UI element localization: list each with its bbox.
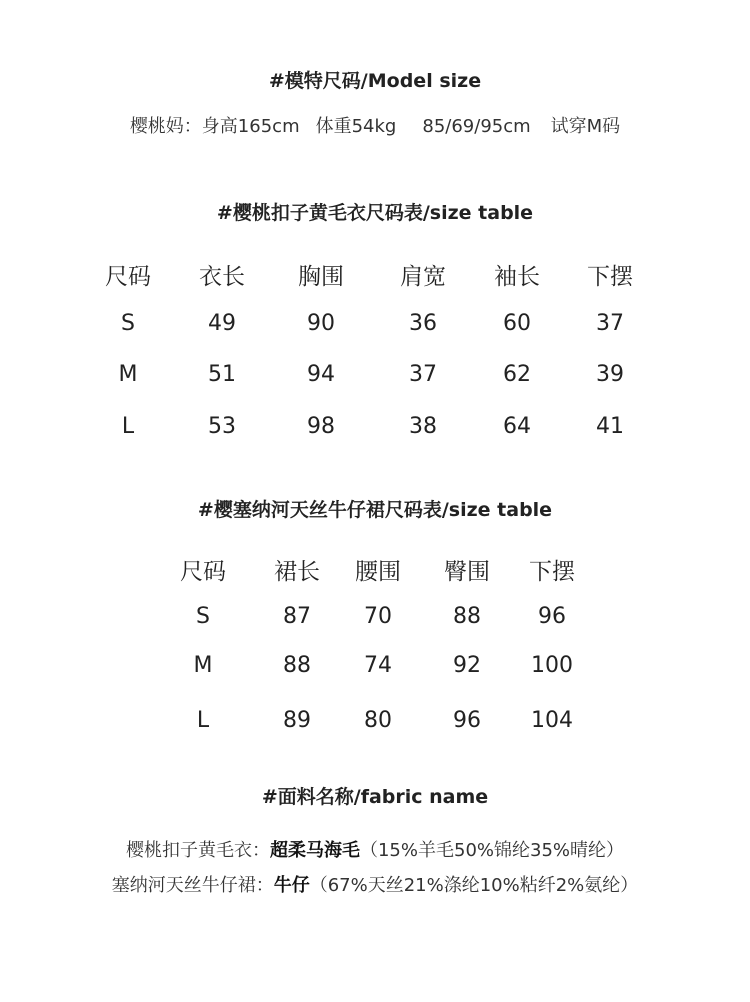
sweater-table-header-cell: 衣长 (199, 264, 245, 290)
model-weight: 体重54kg (315, 116, 397, 137)
model-size-heading: #模特尺码/Model size (268, 70, 482, 92)
sweater-table-cell: 49 (208, 311, 236, 336)
sweater-table-cell: 64 (503, 414, 531, 439)
skirt-table-cell: 88 (283, 653, 311, 678)
sweater-table-cell: 37 (409, 362, 437, 387)
sweater-table-header-cell: 袖长 (494, 264, 540, 290)
sweater-table-header-cell: 下摆 (587, 264, 633, 290)
sweater-table-cell: 53 (208, 414, 236, 439)
model-name-height: 樱桃妈：身高165cm (129, 116, 300, 137)
sweater-table-header-cell: 肩宽 (400, 264, 446, 290)
fabric-heading: #面料名称/fabric name (261, 786, 489, 808)
sweater-table-header-cell: 尺码 (105, 264, 151, 290)
fabric-sweater-material: 超柔马海毛 (269, 840, 360, 861)
fabric-line-sweater (0, 836, 750, 862)
skirt-table-header-cell: 腰围 (355, 559, 401, 585)
skirt-table-cell: 96 (538, 604, 566, 629)
skirt-table-cell: 88 (453, 604, 481, 629)
model-size-info (0, 112, 750, 138)
sweater-table-cell: 60 (503, 311, 531, 336)
skirt-table-cell: M (193, 653, 213, 678)
skirt-table-cell: L (196, 708, 210, 733)
skirt-table-cell: 70 (364, 604, 392, 629)
sweater-table-cell: 38 (409, 414, 437, 439)
sweater-table-cell: 36 (409, 311, 437, 336)
sweater-table-cell: 90 (307, 311, 335, 336)
sweater-table-cell: L (121, 414, 135, 439)
skirt-table-cell: 96 (453, 708, 481, 733)
fabric-sweater-composition: （15%羊毛50%锦纶35%晴纶） (359, 840, 625, 861)
skirt-table-header-cell: 裙长 (274, 559, 320, 585)
fabric-skirt-material: 牛仔 (273, 875, 310, 896)
skirt-table-heading: #樱塞纳河天丝牛仔裙尺码表/size table (197, 499, 553, 521)
skirt-table-cell: 104 (531, 708, 573, 733)
fabric-skirt-label: 塞纳河天丝牛仔裙： (111, 875, 274, 896)
fabric-sweater-label: 樱桃扣子黄毛衣： (125, 840, 270, 861)
skirt-table-cell: 89 (283, 708, 311, 733)
sweater-table-cell: 62 (503, 362, 531, 387)
sweater-table-cell: S (121, 311, 135, 336)
sweater-table-cell: 39 (596, 362, 624, 387)
sweater-table-cell: 98 (307, 414, 335, 439)
sweater-table-cell: 94 (307, 362, 335, 387)
model-measurements: 85/69/95cm (422, 116, 531, 137)
skirt-table-cell: S (196, 604, 210, 629)
sweater-table-header-cell: 胸围 (298, 264, 344, 290)
skirt-table-cell: 92 (453, 653, 481, 678)
sweater-table-cell: 41 (596, 414, 624, 439)
sweater-table-cell: 51 (208, 362, 236, 387)
model-tried-size: 试穿M码 (550, 116, 621, 137)
skirt-table-header-cell: 臀围 (444, 559, 490, 585)
fabric-skirt-composition: （67%天丝21%涤纶10%粘纤2%氨纶） (309, 875, 639, 896)
skirt-table-header-cell: 尺码 (180, 559, 226, 585)
fabric-line-skirt (0, 871, 750, 897)
sweater-table-heading: #樱桃扣子黄毛衣尺码表/size table (216, 202, 534, 224)
skirt-table-cell: 74 (364, 653, 392, 678)
skirt-table-cell: 100 (531, 653, 573, 678)
sweater-table-cell: 37 (596, 311, 624, 336)
skirt-table-cell: 87 (283, 604, 311, 629)
skirt-table-header-cell: 下摆 (529, 559, 575, 585)
sweater-table-cell: M (118, 362, 138, 387)
skirt-table-cell: 80 (364, 708, 392, 733)
